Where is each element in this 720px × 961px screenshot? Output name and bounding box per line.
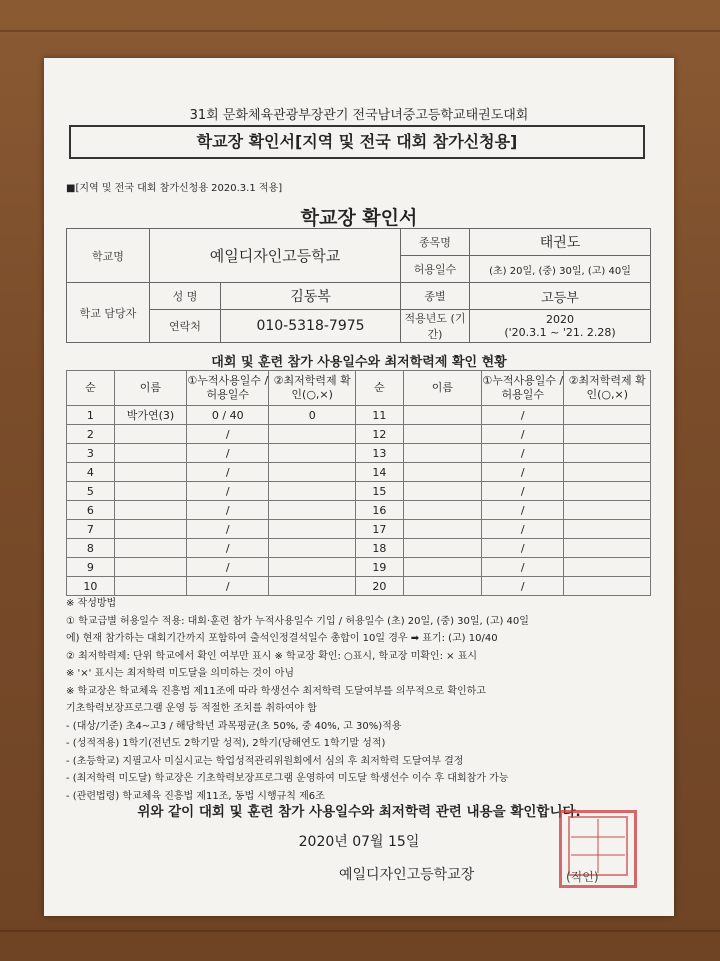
row-days: /	[187, 444, 269, 463]
row-check	[564, 425, 651, 444]
table-row	[67, 577, 651, 596]
row-no: 14	[355, 463, 403, 482]
note-line: - (관련법령) 학교체육 진흥법 제11조, 동법 시행규칙 제6조	[66, 790, 325, 802]
header-no-2: 순	[355, 371, 403, 406]
info-table	[66, 228, 651, 343]
row-no: 5	[67, 482, 115, 501]
note-line: - (최저학력 미도달) 학교장은 기초학력보장프로그램 운영하여 미도달 학생선수 이수 후 대회참가 가능	[66, 773, 509, 784]
row-no: 3	[67, 444, 115, 463]
row-name	[114, 539, 186, 558]
header-check: ②최저학력제 확인(○,×)	[269, 371, 355, 406]
row-no: 8	[67, 539, 115, 558]
row-days: /	[187, 577, 269, 596]
name-label: 성 명	[150, 283, 221, 310]
row-check	[269, 539, 355, 558]
row-check	[269, 463, 355, 482]
row-days: /	[187, 520, 269, 539]
contact-label: 연락처	[150, 310, 221, 343]
row-name	[403, 406, 481, 425]
row-no: 13	[355, 444, 403, 463]
allowed-days-label: 허용일수	[401, 256, 470, 283]
school-name: 예일디자인고등학교	[150, 229, 401, 283]
row-name	[114, 425, 186, 444]
manager-label: 학교 담당자	[67, 283, 150, 343]
row-name	[403, 539, 481, 558]
note-line: - (초등학교) 지필고사 미실시교는 학업성적관리위원회에서 심의 후 최저학력 도달여부 결정	[66, 755, 464, 767]
subtitle: 학교장 확인서	[300, 207, 418, 229]
period-value	[470, 310, 651, 343]
sport-value: 태권도	[470, 229, 651, 256]
row-name	[114, 501, 186, 520]
row-name	[114, 463, 186, 482]
row-check	[564, 539, 651, 558]
note-line: 에) 현재 참가하는 대회기간까지 포함하여 출석인정결석일수 총합이 10일 경우 ➡ 표기: (고) 10/40	[66, 633, 498, 644]
level-value: 고등부	[470, 283, 651, 310]
period-year: 2020	[546, 313, 574, 326]
row-check	[269, 444, 355, 463]
form-title: 학교장 확인서[지역 및 전국 대회 참가신청용]	[69, 125, 645, 159]
participation-table	[66, 370, 651, 596]
note-line: 기초학력보장프로그램 운영 등 적절한 조치를 취하여야 함	[66, 703, 317, 714]
row-no: 15	[355, 482, 403, 501]
row-check	[564, 406, 651, 425]
row-check	[564, 501, 651, 520]
row-no: 2	[67, 425, 115, 444]
row-check	[564, 577, 651, 596]
row-no: 16	[355, 501, 403, 520]
row-days: /	[482, 425, 564, 444]
table-row	[67, 520, 651, 539]
sport-label: 종목명	[401, 229, 470, 256]
row-days: /	[187, 501, 269, 520]
row-name	[403, 444, 481, 463]
row-check	[269, 482, 355, 501]
school-label: 학교명	[67, 229, 150, 283]
row-check	[564, 463, 651, 482]
header-check-2: ②최저학력제 확인(○,×)	[564, 371, 651, 406]
row-days: /	[187, 463, 269, 482]
row-no: 12	[355, 425, 403, 444]
name-value: 김동복	[221, 283, 401, 310]
row-days: /	[482, 463, 564, 482]
row-check	[564, 558, 651, 577]
row-check	[269, 558, 355, 577]
table-row	[67, 425, 651, 444]
row-name	[114, 558, 186, 577]
contact-value: 010-5318-7975	[221, 310, 401, 343]
table-row	[67, 444, 651, 463]
instructions	[66, 595, 656, 805]
header-no: 순	[67, 371, 115, 406]
row-days: /	[482, 520, 564, 539]
row-no: 20	[355, 577, 403, 596]
row-name	[114, 520, 186, 539]
row-name: 박가연(3)	[114, 406, 186, 425]
seal-tag: (직인)	[566, 870, 599, 884]
row-name	[114, 577, 186, 596]
row-no: 9	[67, 558, 115, 577]
row-check	[564, 482, 651, 501]
row-name	[114, 482, 186, 501]
note-line: - (성적적용) 1학기(전년도 2학기말 성적), 2학기(당해연도 1학기말 성적)	[66, 738, 386, 749]
signer: 예일디자인고등학교장	[339, 867, 475, 883]
note-line: - (대상/기준) 초4~고3 / 해당학년 과목평균(초 50%, 중 40%, 고 30%)적용	[66, 720, 402, 732]
row-name	[403, 482, 481, 501]
row-days: /	[482, 558, 564, 577]
row-name	[403, 425, 481, 444]
row-name	[403, 558, 481, 577]
row-days: /	[482, 577, 564, 596]
allowed-days-value: (초) 20일, (중) 30일, (고) 40일	[470, 256, 651, 283]
note-line: ① 학교급별 허용일수 적용: 대회·훈련 참가 누적사용일수 기입 / 허용일수 (초) 20일, (중) 30일, (고) 40일	[66, 615, 529, 627]
row-check	[269, 520, 355, 539]
row-days: /	[187, 539, 269, 558]
row-no: 4	[67, 463, 115, 482]
section-title: 대회 및 훈련 참가 사용일수와 최저학력제 확인 현황	[211, 355, 507, 370]
note-line: ② 최저학력제: 단위 학교에서 확인 여부만 표시 ※ 학교장 확인: ○표시, 학교장 미확인: × 표시	[66, 650, 478, 662]
table-row	[67, 558, 651, 577]
note-line: ※ 학교장은 학교체육 진흥법 제11조에 따라 학생선수 최저학력 도달여부를 의무적으로 확인하고	[66, 685, 486, 697]
row-no: 1	[67, 406, 115, 425]
date: 2020년 07월 15일	[298, 834, 420, 850]
period-range: ('20.3.1 ~ '21. 2.28)	[504, 326, 616, 339]
event-title: 31회 문화체육관광부장관기 전국남녀중고등학교태권도대회	[189, 108, 529, 123]
row-days: /	[187, 425, 269, 444]
row-check	[269, 425, 355, 444]
row-name	[403, 501, 481, 520]
certificate-paper	[44, 58, 674, 916]
table-row	[67, 406, 651, 425]
row-no: 18	[355, 539, 403, 558]
period-label: 적용년도 (기간)	[401, 310, 470, 343]
row-check	[269, 501, 355, 520]
header-name-2: 이름	[403, 371, 481, 406]
row-days: /	[482, 482, 564, 501]
row-name	[403, 577, 481, 596]
row-days: /	[482, 444, 564, 463]
header-name: 이름	[114, 371, 186, 406]
level-label: 종별	[401, 283, 470, 310]
row-days: /	[187, 558, 269, 577]
row-name	[403, 463, 481, 482]
row-check	[564, 444, 651, 463]
row-check	[269, 577, 355, 596]
table-row	[67, 539, 651, 558]
row-check: 0	[269, 406, 355, 425]
row-days: /	[482, 501, 564, 520]
note-line: ※ '×' 표시는 최저학력 미도달을 의미하는 것이 아님	[66, 668, 295, 679]
row-check	[564, 520, 651, 539]
row-days: 0 / 40	[187, 406, 269, 425]
row-days: /	[187, 482, 269, 501]
row-no: 11	[355, 406, 403, 425]
row-no: 6	[67, 501, 115, 520]
row-no: 7	[67, 520, 115, 539]
row-name	[403, 520, 481, 539]
row-days: /	[482, 539, 564, 558]
table-row	[67, 501, 651, 520]
header-days: ①누적사용일수 /허용일수	[187, 371, 269, 406]
row-no: 17	[355, 520, 403, 539]
table-row	[67, 482, 651, 501]
header-days-2: ①누적사용일수 /허용일수	[482, 371, 564, 406]
row-days: /	[482, 406, 564, 425]
confirm-text: 위와 같이 대회 및 훈련 참가 사용일수와 최저학력 관련 내용을 확인합니다.	[137, 804, 581, 820]
row-no: 19	[355, 558, 403, 577]
note-line: ※ 작성방법	[66, 598, 117, 609]
form-note: ■[지역 및 전국 대회 참가신청용 2020.3.1 적용]	[66, 183, 283, 194]
row-name	[114, 444, 186, 463]
row-no: 10	[67, 577, 115, 596]
table-row	[67, 463, 651, 482]
